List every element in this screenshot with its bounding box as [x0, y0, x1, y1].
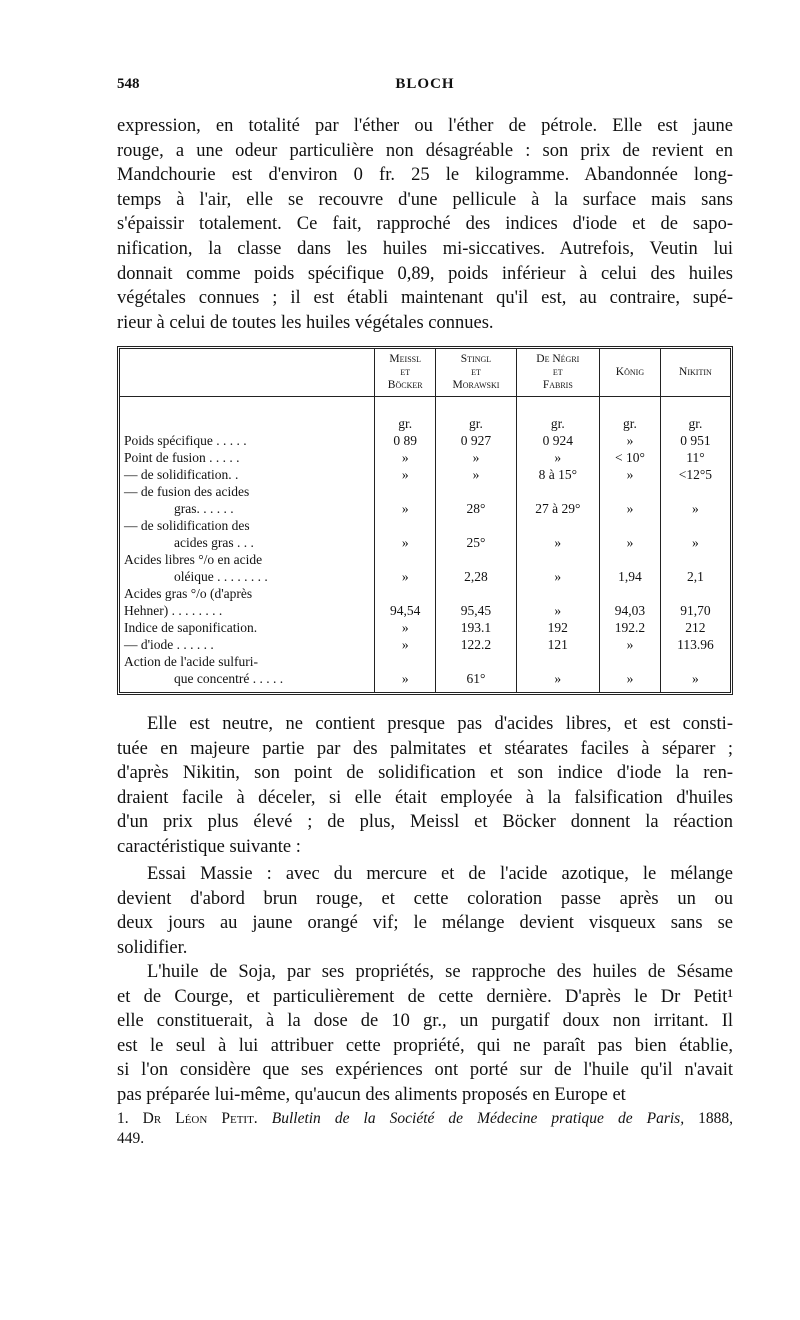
- table-cell: »: [375, 635, 436, 652]
- table-cell: 192.2: [600, 618, 661, 635]
- table-cell: [516, 652, 600, 669]
- table-cell: »: [436, 448, 516, 465]
- table-cell: »: [375, 465, 436, 482]
- table-cell: »: [516, 669, 600, 686]
- row-label: que concentré . . . . .: [174, 671, 284, 686]
- column-header-line: König: [615, 366, 645, 378]
- text-line: deux jours au jaune orangé vif; le mélange devient visqueux sans se: [117, 913, 733, 934]
- table-cell: »: [436, 465, 516, 482]
- column-header: [660, 349, 730, 397]
- row-label: Poids spécifique . . . . .: [124, 433, 247, 449]
- table-cell: [600, 652, 661, 669]
- table-cell: 2,1: [660, 567, 730, 584]
- row-label: — de solidification. .: [124, 467, 239, 483]
- footnote-title: Bulletin de la Société de Médecine pratique de Paris,: [271, 1110, 685, 1127]
- row-label: Hehner) . . . . . . . .: [124, 602, 223, 618]
- column-header-line: Fabris: [542, 379, 573, 391]
- footnote-line-1: [117, 1109, 733, 1129]
- table-cell: [436, 550, 516, 567]
- table-cell: [375, 550, 436, 567]
- row-label: Point de fusion . . . . .: [124, 450, 240, 466]
- table-cell: 192: [516, 618, 600, 635]
- table-row: [120, 482, 730, 499]
- table-cell: »: [600, 465, 661, 482]
- table-cell: [660, 584, 730, 601]
- column-header-line: Meissl: [389, 353, 421, 365]
- table-cell: »: [660, 669, 730, 686]
- table-unit: gr.: [600, 397, 661, 432]
- text-line: d'un prix plus élevé ; de plus, Meissl et Böcker donnent la réaction: [117, 812, 733, 833]
- table-cell: [660, 482, 730, 499]
- table-cell: »: [600, 499, 661, 516]
- table-cell: [436, 584, 516, 601]
- table-row: [120, 431, 730, 448]
- row-label: — de solidification des: [124, 518, 250, 533]
- footnote: [117, 1109, 733, 1149]
- row-label: — d'iode . . . . . .: [124, 636, 214, 652]
- footnote-year: 1888,: [698, 1110, 734, 1127]
- table-row: [120, 584, 730, 601]
- text-line: tuée en majeure partie par des palmitates et stéarates faciles à séparer ;: [117, 738, 733, 759]
- properties-table: [117, 346, 733, 695]
- column-header-line: Böcker: [387, 379, 423, 391]
- running-head: BLOCH: [395, 76, 455, 92]
- table-units-row: [120, 397, 730, 432]
- table-cell: »: [516, 601, 600, 618]
- text-line: nification, la classe dans les huiles mi-siccatives. Autrefois, Veutin lui: [117, 238, 733, 259]
- table-row: [120, 516, 730, 533]
- table-row: [120, 652, 730, 669]
- table-cell: 95,45: [436, 601, 516, 618]
- table-cell: <12°5: [660, 465, 730, 482]
- table-cell: [436, 482, 516, 499]
- table-cell: »: [375, 448, 436, 465]
- column-header-line: et: [471, 366, 481, 378]
- table-cell: 0 951: [660, 431, 730, 448]
- table-row: [120, 448, 730, 465]
- text-line: expression, en totalité par l'éther ou l'éther de pétrole. Elle est jaune: [117, 116, 733, 136]
- text-line: elle constituerait, à la dose de 10 gr., un purgatif doux non irritant. Il: [117, 1011, 733, 1032]
- table-cell: 94,54: [375, 601, 436, 618]
- table-row: [120, 601, 730, 618]
- table-row: [120, 550, 730, 567]
- text-line: végétales connues ; il est établi maintenant qu'il est, au contraire, supé-: [117, 288, 733, 309]
- text-line: rieur à celui de toutes les huiles végétales connues.: [117, 312, 494, 333]
- column-header-line: Morawski: [452, 379, 500, 391]
- table-cell: 27 à 29°: [516, 499, 600, 516]
- row-label: — de fusion des acides: [124, 484, 250, 500]
- table-cell: [436, 652, 516, 669]
- table-cell: 1,94: [600, 567, 661, 584]
- column-header: [516, 349, 600, 397]
- table-cell: »: [375, 499, 436, 516]
- column-header-line: Nikitin: [679, 366, 712, 378]
- row-label: Acides gras °/o (d'après: [124, 585, 253, 601]
- table-cell: »: [660, 533, 730, 550]
- table-cell: [375, 516, 436, 533]
- table-row: [120, 533, 730, 550]
- table-cell: [375, 652, 436, 669]
- text-line: caractéristique suivante :: [117, 836, 301, 857]
- table-cell: [375, 584, 436, 601]
- page-header: [117, 76, 733, 98]
- column-header-line: Stingl: [460, 353, 492, 365]
- table-cell: 25°: [436, 533, 516, 550]
- text-line: devient d'abord brun rouge, et cette coloration passe après un ou: [117, 888, 733, 909]
- column-header-line: et: [552, 366, 563, 378]
- column-header-line: De Négri: [536, 353, 580, 365]
- table-bottom-spacer: [120, 686, 730, 692]
- table-cell: 193.1: [436, 618, 516, 635]
- table-unit: gr.: [660, 397, 730, 432]
- text-line: Essai Massie : avec du mercure et de l'acide azotique, le mélange: [147, 864, 733, 884]
- table-cell: [600, 482, 661, 499]
- table-cell: [516, 550, 600, 567]
- footnote-author: Dr Léon Petit.: [142, 1110, 258, 1127]
- column-header: [375, 349, 436, 397]
- table-cell: »: [375, 618, 436, 635]
- table-cell: [600, 516, 661, 533]
- text-line: est le seul à lui attribuer cette propriété, qui ne paraît pas bien établie,: [117, 1035, 733, 1056]
- table-cell: 0 927: [436, 431, 516, 448]
- text-line: pas préparée lui-même, qu'aucun des aliments proposés en Europe et: [117, 1084, 626, 1105]
- text-line: Elle est neutre, ne contient presque pas d'acides libres, et est consti-: [147, 714, 733, 734]
- table-cell: [436, 516, 516, 533]
- table-unit: gr.: [516, 397, 600, 432]
- text-line: d'après Nikitin, son point de solidification et son indice d'iode la ren-: [117, 763, 733, 784]
- table-cell: »: [375, 669, 436, 686]
- table-cell: 122.2: [436, 635, 516, 652]
- text-line: temps à l'air, elle se recouvre d'une pellicule à la surface mais sans: [117, 189, 733, 210]
- table-cell: 11°: [660, 448, 730, 465]
- text-line: rouge, a une odeur particulière non désagréable : son prix de revient en: [117, 140, 733, 161]
- text-line: donnait comme poids spécifique 0,89, poids inférieur à celui des huiles: [117, 263, 733, 284]
- table-cell: »: [516, 567, 600, 584]
- table-cell: [375, 482, 436, 499]
- table-row: [120, 465, 730, 482]
- footnote-marker: 1.: [117, 1110, 129, 1127]
- table-cell: »: [600, 431, 661, 448]
- table-cell: [516, 482, 600, 499]
- text-line: s'épaissir totalement. Ce fait, rapproché des indices d'iode et de sapo-: [117, 214, 733, 235]
- paragraph-intro: [117, 114, 733, 335]
- table-cell: [660, 550, 730, 567]
- row-label: Acides libres °/o en acide: [124, 551, 263, 567]
- table-cell: 8 à 15°: [516, 465, 600, 482]
- table-cell: [660, 516, 730, 533]
- table-row: [120, 567, 730, 584]
- table-cell: < 10°: [600, 448, 661, 465]
- table-cell: 94,03: [600, 601, 661, 618]
- table-cell: [660, 652, 730, 669]
- text-line: si l'on considère que ses expériences ont porté sur de l'huile qu'il n'avait: [117, 1060, 733, 1081]
- table-row: [120, 635, 730, 652]
- row-label: gras. . . . . .: [174, 501, 234, 517]
- page-number: 548: [117, 76, 140, 92]
- paragraph-massie-test: [117, 862, 733, 960]
- table-cell: »: [660, 499, 730, 516]
- column-header: [600, 349, 661, 397]
- table-cell: 113.96: [660, 635, 730, 652]
- text-line: draient facile à déceler, si elle était employée à la falsification d'huiles: [117, 787, 733, 808]
- text-line: L'huile de Soja, par ses propriétés, se rapproche des huiles de Sésame: [147, 962, 733, 982]
- table-cell: 28°: [436, 499, 516, 516]
- table-cell: »: [600, 635, 661, 652]
- table-cell: »: [516, 533, 600, 550]
- paragraph-soja: [117, 960, 733, 1108]
- table-cell: 61°: [436, 669, 516, 686]
- table-cell: 2,28: [436, 567, 516, 584]
- table-row: [120, 618, 730, 635]
- text-line: solidifier.: [117, 937, 188, 958]
- row-label: acides gras . . .: [174, 534, 254, 550]
- table-unit: gr.: [436, 397, 516, 432]
- column-header-line: et: [400, 366, 411, 378]
- table-row: [120, 669, 730, 686]
- table-cell: [600, 584, 661, 601]
- table-cell: »: [375, 567, 436, 584]
- table-cell: 212: [660, 618, 730, 635]
- table-cell: [516, 516, 600, 533]
- row-label: Indice de saponification.: [124, 619, 258, 635]
- text-line: et de Courge, et particulièrement de cette dernière. D'après le Dr Petit¹: [117, 986, 733, 1007]
- table-cell: 0 924: [516, 431, 600, 448]
- table-cell: [516, 584, 600, 601]
- row-label: oléique . . . . . . . .: [174, 568, 268, 584]
- table-cell: »: [600, 533, 661, 550]
- table-row: [120, 499, 730, 516]
- table-cell: »: [375, 533, 436, 550]
- table-cell: »: [516, 448, 600, 465]
- table-cell: 0 89: [375, 431, 436, 448]
- paragraph-neutral: [117, 712, 733, 860]
- table-cell: 91,70: [660, 601, 730, 618]
- table-corner: [120, 349, 375, 397]
- table-cell: »: [600, 669, 661, 686]
- table-cell: [600, 550, 661, 567]
- table-units-label: [120, 397, 375, 432]
- column-header: [436, 349, 516, 397]
- table-cell: 121: [516, 635, 600, 652]
- text-line: Mandchourie est d'environ 0 fr. 25 le kilogramme. Abandonnée long-: [117, 165, 733, 186]
- table-unit: gr.: [375, 397, 436, 432]
- footnote-page: 449.: [117, 1130, 145, 1147]
- row-label: Action de l'acide sulfuri-: [124, 653, 259, 669]
